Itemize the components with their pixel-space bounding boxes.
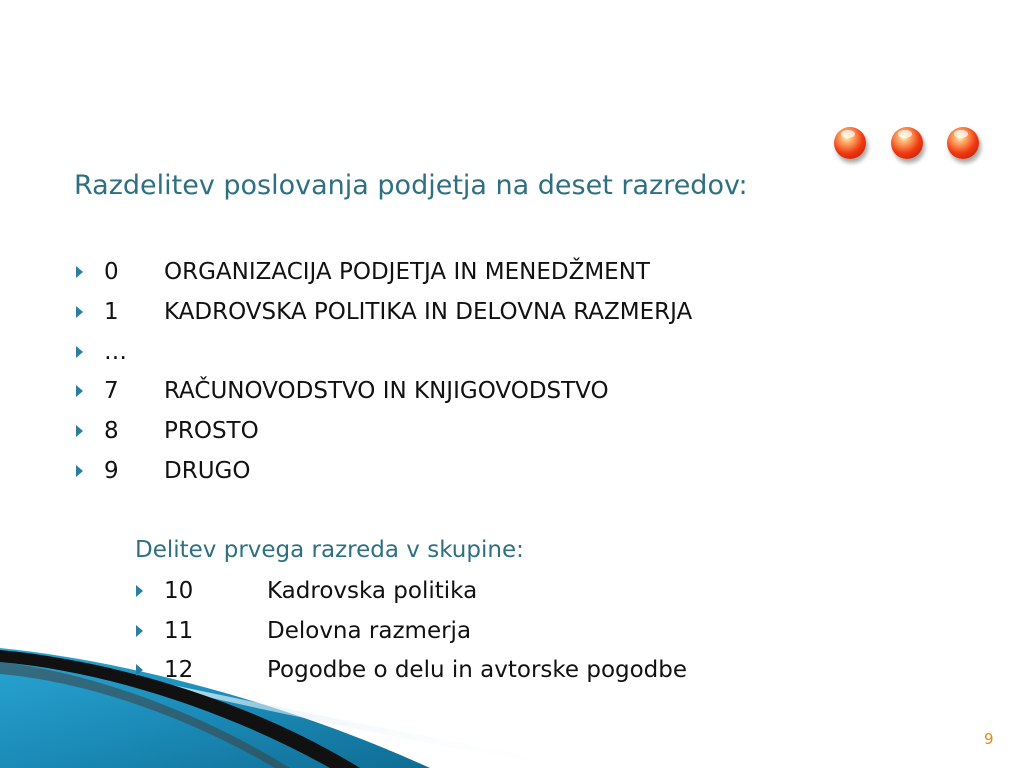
item-label: Kadrovska politika	[267, 578, 478, 604]
triangle-bullet-icon	[76, 346, 83, 358]
item-number: 0	[104, 259, 119, 285]
item-label: Pogodbe o delu in avtorske pogodbe	[267, 657, 688, 683]
item-label: PROSTO	[164, 418, 259, 444]
item-number: 1	[104, 299, 119, 325]
item-number: 8	[104, 418, 119, 444]
item-label: KADROVSKA POLITIKA IN DELOVNA RAZMERJA	[164, 299, 693, 325]
item-number: 11	[164, 618, 194, 644]
item-number: 9	[104, 458, 119, 484]
item-label: DRUGO	[164, 458, 251, 484]
item-label: Delovna razmerja	[267, 618, 472, 644]
item-number: …	[104, 339, 127, 365]
red-dot-icon	[947, 127, 979, 159]
triangle-bullet-icon	[136, 585, 143, 597]
red-dot-icon	[891, 127, 923, 159]
item-number: 12	[164, 657, 194, 683]
triangle-bullet-icon	[136, 664, 143, 676]
item-label: ORGANIZACIJA PODJETJA IN MENEDŽMENT	[164, 259, 650, 285]
triangle-bullet-icon	[76, 425, 83, 437]
red-dot-icon	[834, 127, 866, 159]
section-subtitle: Delitev prvega razreda v skupine:	[135, 537, 524, 563]
triangle-bullet-icon	[76, 465, 83, 477]
slide-title: Razdelitev poslovanja podjetja na deset razredov:	[74, 170, 748, 201]
item-number: 10	[164, 578, 194, 604]
triangle-bullet-icon	[76, 306, 83, 318]
triangle-bullet-icon	[136, 625, 143, 637]
triangle-bullet-icon	[76, 266, 83, 278]
page-number: 9	[984, 730, 994, 748]
item-label: RAČUNOVODSTVO IN KNJIGOVODSTVO	[164, 378, 609, 404]
triangle-bullet-icon	[76, 385, 83, 397]
item-number: 7	[104, 378, 119, 404]
